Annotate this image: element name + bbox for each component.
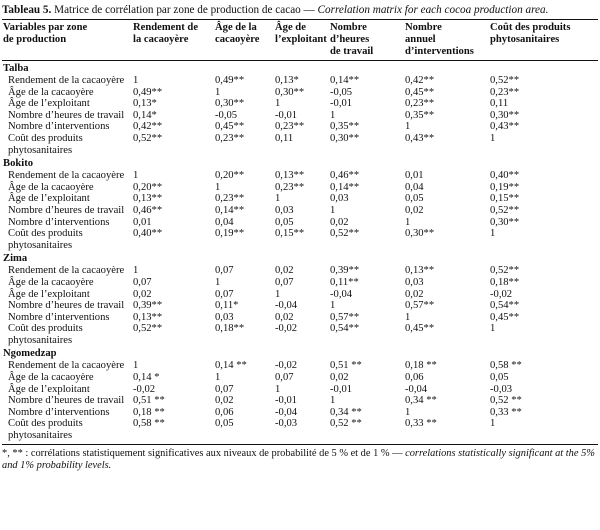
correlation-cell: -0,04: [330, 288, 353, 300]
row-label: Nombre d’interventions: [8, 311, 110, 323]
correlation-cell: 0,23**: [275, 121, 305, 133]
row-label: Nombre d’heures de travail: [8, 109, 125, 121]
row-label: Nombre d’heures de travail: [8, 204, 125, 216]
table-row: [2, 289, 598, 301]
correlation-cell: 0,02: [275, 311, 294, 323]
correlation-cell: 1: [330, 395, 336, 407]
caption-french: Matrice de corrélation par zone de production de cacao —: [51, 4, 318, 16]
correlation-cell: 1: [133, 265, 139, 277]
column-header-line: de travail: [330, 46, 374, 57]
correlation-cell: 0,49**: [133, 86, 163, 98]
correlation-cell: 0,14*: [133, 109, 157, 121]
correlation-cell: 1: [133, 75, 139, 86]
correlation-cell: 0,07: [275, 372, 294, 384]
row-label: Nombre d’interventions: [8, 121, 110, 133]
correlation-cell: 0,14 **: [215, 360, 247, 372]
zone-row: [2, 61, 598, 76]
correlation-cell: 0,07: [215, 265, 234, 277]
correlation-cell: -0,01: [275, 395, 298, 407]
correlation-cell: 0,19**: [490, 181, 520, 193]
correlation-cell: 0,52**: [490, 265, 520, 277]
correlation-cell: 0,11: [490, 98, 509, 110]
correlation-cell: 0,52**: [133, 132, 163, 144]
column-header-line: Coût des produits: [490, 22, 571, 33]
table-row: [2, 265, 598, 277]
correlation-cell: 0,19**: [215, 228, 245, 240]
correlation-cell: 0,05: [215, 418, 234, 430]
correlation-cell: 0,52**: [330, 228, 360, 240]
row-label: Âge de la cacaoyère: [8, 372, 94, 384]
correlation-cell: 0,18**: [490, 276, 520, 288]
correlation-cell: -0,01: [330, 383, 353, 395]
table-row: [2, 384, 598, 396]
correlation-cell: 0,40**: [490, 170, 520, 182]
correlation-cell: 0,20**: [215, 170, 245, 182]
correlation-cell: 1: [215, 86, 221, 98]
footnote-french: *, ** : corrélations statistiquement significatives aux niveaux de probabilité de 5 % et de 1 % —: [2, 447, 406, 459]
correlation-cell: 0,06: [405, 372, 424, 384]
table-row: [2, 205, 598, 217]
correlation-cell: -0,02: [275, 323, 298, 335]
table-row: [2, 121, 598, 133]
correlation-cell: 1: [133, 170, 139, 182]
zone-name: Ngomedzap: [3, 348, 57, 360]
correlation-cell: 0,01: [405, 170, 424, 182]
correlation-cell: 1: [330, 204, 336, 216]
correlation-cell: 1: [275, 288, 281, 300]
column-header-line: Variables par zone: [3, 22, 88, 33]
correlation-cell: 0,13**: [275, 170, 305, 182]
correlation-cell: 0,02: [330, 372, 349, 384]
column-header: [404, 20, 489, 61]
column-header-line: Nombre: [405, 22, 442, 33]
correlation-cell: 0,13*: [275, 75, 299, 86]
correlation-cell: 0,20**: [133, 181, 163, 193]
table-caption: [2, 3, 598, 17]
table-row: [2, 110, 598, 122]
correlation-cell: -0,01: [275, 109, 298, 121]
column-header-line: cacaoyère: [215, 34, 260, 45]
column-header-line: l’exploitant: [275, 34, 327, 45]
correlation-cell: 0,18 **: [133, 406, 165, 418]
table-body: [2, 61, 598, 444]
correlation-cell: -0,04: [275, 300, 298, 312]
table-row: [2, 300, 598, 312]
correlation-cell: 0,45**: [405, 323, 435, 335]
correlation-cell: 0,13**: [133, 193, 163, 205]
correlation-cell: 0,30**: [275, 86, 305, 98]
correlation-cell: 0,33 **: [405, 418, 437, 430]
caption-label: Tableau 5.: [2, 4, 52, 16]
column-header-line: la cacaoyère: [133, 34, 189, 45]
correlation-cell: 0,49**: [215, 75, 245, 86]
correlation-cell: 0,40**: [133, 228, 163, 240]
column-header-line: d’heures: [330, 34, 370, 45]
correlation-cell: 0,03: [215, 311, 234, 323]
correlation-cell: 0,52**: [133, 323, 163, 335]
correlation-cell: 0,02: [275, 265, 294, 277]
row-label: Coût des produits phytosanitaires: [8, 132, 83, 156]
correlation-cell: 0,02: [405, 204, 424, 216]
correlation-cell: 0,07: [133, 276, 152, 288]
row-label: Âge de la cacaoyère: [8, 86, 94, 98]
column-header: [132, 20, 214, 61]
zone-name: Zima: [3, 253, 28, 265]
correlation-cell: 0,23**: [215, 132, 245, 144]
correlation-cell: 0,30**: [330, 132, 360, 144]
table-row: [2, 312, 598, 324]
correlation-cell: 0,14**: [330, 181, 360, 193]
correlation-cell: 0,14**: [330, 75, 360, 86]
correlation-cell: 0,51 **: [133, 395, 165, 407]
footnote: [2, 448, 598, 473]
correlation-cell: 1: [490, 228, 496, 240]
correlation-cell: 0,18**: [215, 323, 245, 335]
correlation-cell: 0,13**: [405, 265, 435, 277]
table-row: [2, 277, 598, 289]
correlation-cell: -0,02: [275, 360, 298, 372]
bottom-rule: [2, 444, 598, 445]
correlation-cell: 0,02: [405, 288, 424, 300]
zone-row: [2, 346, 598, 360]
correlation-cell: 1: [330, 109, 336, 121]
correlation-cell: 0,54**: [490, 300, 520, 312]
row-label: Rendement de la cacaoyère: [8, 170, 125, 182]
correlation-cell: 0,46**: [133, 204, 163, 216]
correlation-cell: 0,15**: [490, 193, 520, 205]
correlation-cell: 0,02: [215, 395, 234, 407]
correlation-cell: 0,11**: [330, 276, 359, 288]
correlation-cell: 1: [405, 121, 411, 133]
row-label: Nombre d’interventions: [8, 216, 110, 228]
correlation-cell: 0,18 **: [405, 360, 437, 372]
correlation-cell: 0,46**: [330, 170, 360, 182]
correlation-cell: 0,14 *: [133, 372, 160, 384]
zone-row: [2, 251, 598, 265]
correlation-cell: 1: [275, 383, 281, 395]
correlation-cell: 0,07: [215, 383, 234, 395]
table-row: [2, 87, 598, 99]
correlation-cell: 0,43**: [405, 132, 435, 144]
correlation-cell: 0,35**: [330, 121, 360, 133]
row-label: Âge de l’exploitant: [8, 193, 90, 205]
correlation-cell: -0,03: [490, 383, 513, 395]
correlation-cell: 1: [405, 216, 411, 228]
correlation-cell: 0,30**: [215, 98, 245, 110]
correlation-cell: 1: [215, 181, 221, 193]
row-label: Âge de l’exploitant: [8, 383, 90, 395]
row-label: Âge de la cacaoyère: [8, 181, 94, 193]
table-row: [2, 418, 598, 443]
correlation-cell: 0,54**: [330, 323, 360, 335]
row-label: Coût des produits phytosanitaires: [8, 418, 83, 442]
table-row: [2, 323, 598, 346]
correlation-cell: 0,45**: [215, 121, 245, 133]
correlation-cell: 1: [490, 418, 496, 430]
correlation-cell: 0,05: [490, 372, 509, 384]
row-label: Rendement de la cacaoyère: [8, 75, 125, 86]
column-header-line: Âge de la: [215, 22, 257, 33]
column-header: [2, 20, 132, 61]
column-header-line: Rendement de: [133, 22, 199, 33]
correlation-cell: 1: [490, 323, 496, 335]
correlation-cell: 0,52 **: [490, 395, 522, 407]
column-header: [274, 20, 329, 61]
correlation-cell: -0,05: [215, 109, 238, 121]
correlation-cell: 0,11*: [215, 300, 239, 312]
correlation-cell: 0,39**: [133, 300, 163, 312]
table-row: [2, 133, 598, 156]
correlation-cell: 0,52**: [490, 204, 520, 216]
header-row: [2, 20, 598, 61]
correlation-cell: 0,13*: [133, 98, 157, 110]
table-row: [2, 228, 598, 251]
correlation-cell: 0,42**: [405, 75, 435, 86]
zone-name: Bokito: [3, 158, 34, 170]
table-row: [2, 395, 598, 407]
correlation-cell: -0,05: [330, 86, 353, 98]
correlation-cell: 0,03: [405, 276, 424, 288]
correlation-cell: -0,04: [275, 406, 298, 418]
correlation-cell: 0,33 **: [490, 406, 522, 418]
row-label: Nombre d’heures de travail: [8, 395, 125, 407]
correlation-cell: 0,14**: [215, 204, 245, 216]
correlation-cell: 0,23**: [275, 181, 305, 193]
correlation-cell: 0,02: [133, 288, 152, 300]
column-header: [329, 20, 404, 61]
correlation-cell: -0,02: [133, 383, 156, 395]
correlation-cell: -0,02: [490, 288, 513, 300]
column-header-line: annuel: [405, 34, 436, 45]
zone-row: [2, 156, 598, 170]
correlation-cell: 1: [330, 300, 336, 312]
correlation-cell: 1: [275, 98, 281, 110]
correlation-cell: 0,52 **: [330, 418, 362, 430]
correlation-cell: -0,04: [405, 383, 428, 395]
correlation-cell: 0,01: [133, 216, 152, 228]
correlation-cell: 0,51 **: [330, 360, 362, 372]
correlation-cell: 0,45**: [405, 86, 435, 98]
zone-name: Talba: [3, 63, 29, 74]
correlation-cell: 1: [275, 193, 281, 205]
column-header-line: Nombre: [330, 22, 367, 33]
correlation-cell: 0,13**: [133, 311, 163, 323]
correlation-cell: 1: [215, 372, 221, 384]
row-label: Âge de la cacaoyère: [8, 276, 94, 288]
correlation-cell: 0,23**: [490, 86, 520, 98]
table-row: [2, 407, 598, 419]
column-header-line: d’interventions: [405, 46, 474, 57]
table-row: [2, 372, 598, 384]
row-label: Coût des produits phytosanitaires: [8, 228, 83, 251]
table-row: [2, 182, 598, 194]
correlation-cell: 0,52**: [490, 75, 520, 86]
correlation-cell: 0,57**: [405, 300, 435, 312]
correlation-cell: 1: [405, 311, 411, 323]
correlation-cell: 0,05: [275, 216, 294, 228]
correlation-cell: 0,58 **: [133, 418, 165, 430]
correlation-cell: 0,43**: [490, 121, 520, 133]
correlation-cell: 0,15**: [275, 228, 305, 240]
column-header: [214, 20, 274, 61]
table-row: [2, 170, 598, 182]
row-label: Âge de l’exploitant: [8, 288, 90, 300]
correlation-cell: 1: [490, 132, 496, 144]
correlation-cell: 0,11: [275, 132, 294, 144]
correlation-cell: 0,03: [330, 193, 349, 205]
table-row: [2, 75, 598, 87]
correlation-cell: 0,30**: [405, 228, 435, 240]
column-header-line: phytosanitaires: [490, 34, 560, 45]
correlation-cell: 0,30**: [490, 109, 520, 121]
correlation-cell: 0,23**: [405, 98, 435, 110]
correlation-cell: 0,35**: [405, 109, 435, 121]
column-header: [489, 20, 598, 61]
correlation-table: [2, 19, 598, 444]
correlation-cell: 0,58 **: [490, 360, 522, 372]
correlation-cell: 0,07: [275, 276, 294, 288]
correlation-cell: -0,03: [275, 418, 298, 430]
correlation-cell: 0,23**: [215, 193, 245, 205]
correlation-cell: 1: [405, 406, 411, 418]
correlation-cell: 0,30**: [490, 216, 520, 228]
row-label: Rendement de la cacaoyère: [8, 265, 125, 277]
caption-english: Correlation matrix for each cocoa production area.: [317, 4, 549, 16]
correlation-cell: 0,34 **: [330, 406, 362, 418]
correlation-cell: 0,03: [275, 204, 294, 216]
row-label: Nombre d’heures de travail: [8, 300, 125, 312]
correlation-cell: 0,04: [405, 181, 424, 193]
correlation-cell: 0,05: [405, 193, 424, 205]
correlation-cell: 0,04: [215, 216, 234, 228]
correlation-cell: 0,42**: [133, 121, 163, 133]
correlation-cell: 1: [133, 360, 139, 372]
row-label: Coût des produits phytosanitaires: [8, 323, 83, 346]
footnote-english: correlations statistically significant at the 5% and 1% probability levels.: [2, 447, 595, 472]
table-row: [2, 360, 598, 372]
table-row: [2, 217, 598, 229]
column-header-line: de production: [3, 34, 67, 45]
correlation-cell: 0,34 **: [405, 395, 437, 407]
column-header-line: Âge de: [275, 22, 306, 33]
correlation-cell: -0,01: [330, 98, 353, 110]
correlation-cell: 0,57**: [330, 311, 360, 323]
correlation-cell: 0,06: [215, 406, 234, 418]
correlation-cell: 0,02: [330, 216, 349, 228]
row-label: Âge de l’exploitant: [8, 98, 90, 110]
correlation-cell: 0,07: [215, 288, 234, 300]
correlation-cell: 1: [215, 276, 221, 288]
correlation-cell: 0,45**: [490, 311, 520, 323]
table-row: [2, 193, 598, 205]
correlation-cell: 0,39**: [330, 265, 360, 277]
table-row: [2, 98, 598, 110]
row-label: Rendement de la cacaoyère: [8, 360, 125, 372]
row-label: Nombre d’interventions: [8, 406, 110, 418]
